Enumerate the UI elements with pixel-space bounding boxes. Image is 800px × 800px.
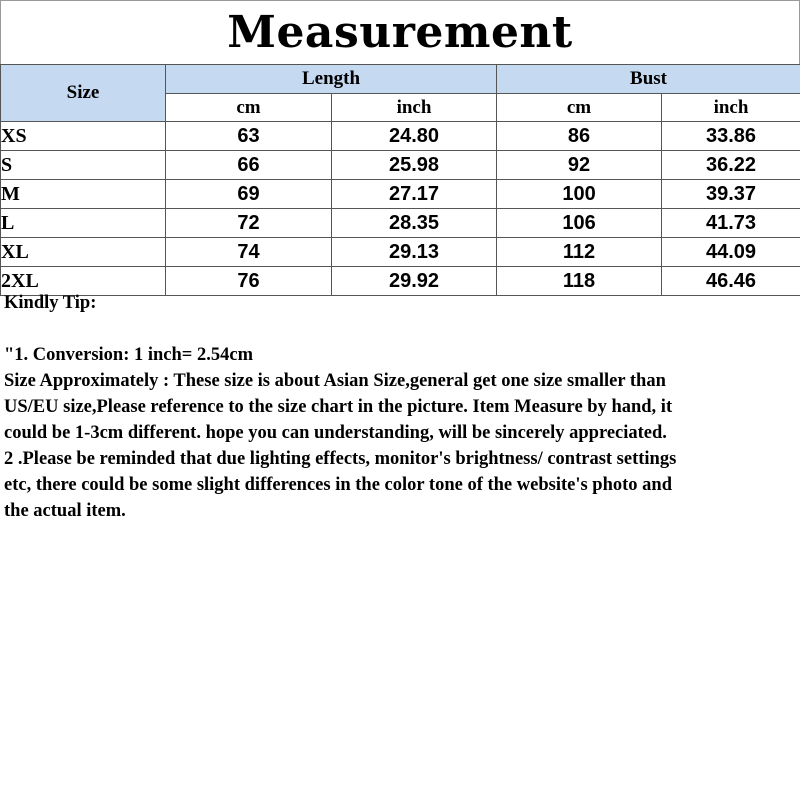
bust-cm-cell: 106	[497, 209, 662, 238]
table-header-row	[1, 65, 800, 94]
bust-inch-cell: 39.37	[662, 180, 800, 209]
bust-inch-cell: 46.46	[662, 267, 800, 296]
length-cm-cell: 72	[166, 209, 332, 238]
size-chart-table	[0, 64, 800, 296]
notes-heading: Kindly Tip:	[4, 293, 97, 313]
size-cell: XL	[1, 238, 166, 267]
bust-cm-header: cm	[497, 94, 662, 122]
length-group-header: Length	[166, 65, 497, 94]
notes-line: could be 1-3cm different. hope you can understanding, will be sincerely appreciated.	[4, 423, 667, 443]
notes-spacer	[4, 316, 798, 342]
length-cm-cell: 63	[166, 122, 332, 151]
bust-inch-cell: 36.22	[662, 151, 800, 180]
bust-inch-header: inch	[662, 94, 800, 122]
bust-cm-cell: 118	[497, 267, 662, 296]
notes-line: 2 .Please be reminded that due lighting effects, monitor's brightness/ contrast settings	[4, 449, 677, 469]
notes-line: Size Approximately : These size is about Asian Size,general get one size smaller than	[4, 371, 666, 391]
length-inch-cell: 29.92	[332, 267, 497, 296]
length-cm-cell: 76	[166, 267, 332, 296]
length-cm-cell: 74	[166, 238, 332, 267]
table-row	[1, 238, 800, 267]
notes-line: the actual item.	[4, 501, 126, 521]
size-cell: 2XL	[1, 267, 166, 296]
notes-line: "1. Conversion: 1 inch= 2.54cm	[4, 345, 253, 365]
size-cell: S	[1, 151, 166, 180]
length-inch-cell: 28.35	[332, 209, 497, 238]
length-inch-cell: 24.80	[332, 122, 497, 151]
bust-inch-cell: 44.09	[662, 238, 800, 267]
length-inch-header: inch	[332, 94, 497, 122]
length-inch-cell: 25.98	[332, 151, 497, 180]
length-inch-cell: 29.13	[332, 238, 497, 267]
length-inch-cell: 27.17	[332, 180, 497, 209]
length-cm-cell: 69	[166, 180, 332, 209]
length-cm-cell: 66	[166, 151, 332, 180]
table-row	[1, 209, 800, 238]
bust-inch-cell: 41.73	[662, 209, 800, 238]
size-cell: L	[1, 209, 166, 238]
notes-line: etc, there could be some slight differences in the color tone of the website's photo and	[4, 475, 672, 495]
kindly-tip-notes	[4, 290, 798, 524]
table-row	[1, 151, 800, 180]
bust-group-header: Bust	[497, 65, 800, 94]
table-row	[1, 122, 800, 151]
length-cm-header: cm	[166, 94, 332, 122]
page-title: Measurement	[0, 0, 800, 64]
bust-inch-cell: 33.86	[662, 122, 800, 151]
size-column-header: Size	[1, 65, 166, 122]
table-row	[1, 180, 800, 209]
notes-line: US/EU size,Please reference to the size chart in the picture. Item Measure by hand, it	[4, 397, 673, 417]
bust-cm-cell: 92	[497, 151, 662, 180]
size-cell: M	[1, 180, 166, 209]
bust-cm-cell: 112	[497, 238, 662, 267]
size-cell: XS	[1, 122, 166, 151]
bust-cm-cell: 86	[497, 122, 662, 151]
bust-cm-cell: 100	[497, 180, 662, 209]
